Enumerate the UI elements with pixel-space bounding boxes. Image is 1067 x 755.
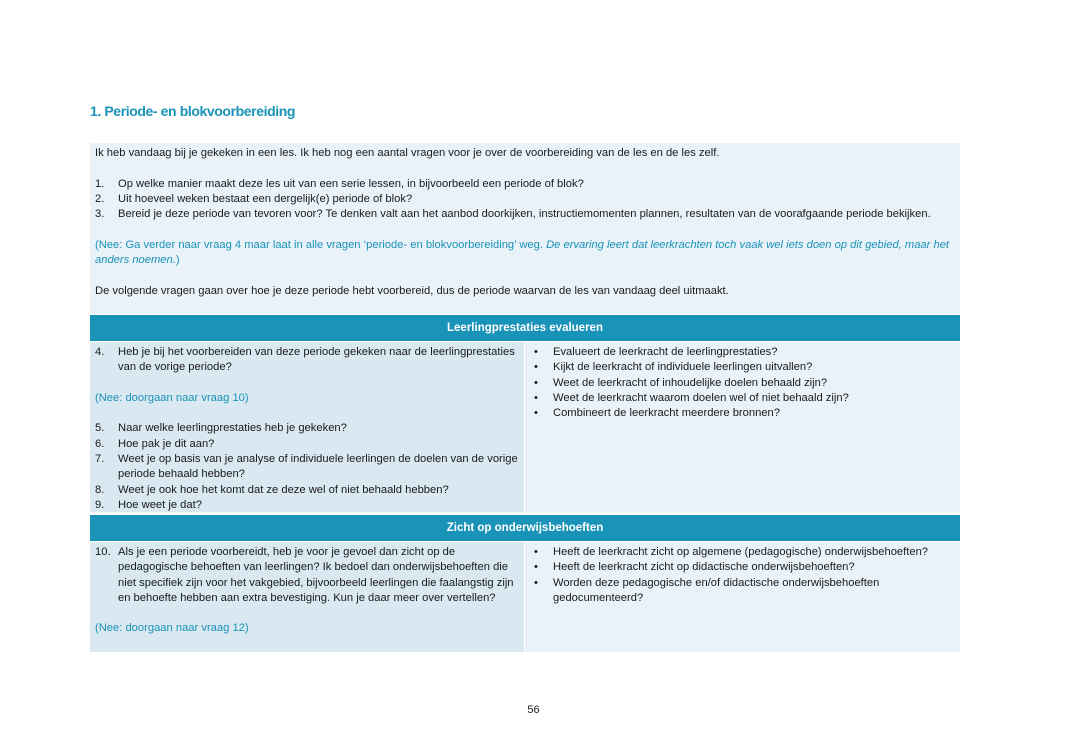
list-item: • Weet de leerkracht of inhoudelijke doelen behaald zijn? [530, 376, 954, 391]
section-heading: 1. Periode- en blokvoorbereiding [90, 103, 296, 119]
section2-questions [90, 542, 524, 652]
list-item: 1. Op welke manier maakt deze les uit van een serie lessen, in bijvoorbeeld een periode of blok? [95, 177, 584, 190]
list-item: 3. Bereid je deze periode van tevoren voor? Te denken valt aan het aanbod doorkijken, instructiemomenten plannen, resultaten van de voorafgaande periode bekijken. [95, 208, 931, 221]
section1-observations [525, 342, 960, 512]
intro-box [90, 143, 960, 314]
list-item: • Weet de leerkracht waarom doelen wel of niet behaald zijn? [530, 391, 954, 406]
list-item: • Combineert de leerkracht meerdere bronnen? [530, 406, 954, 421]
section-title-onderwijsbehoeften: Zicht op onderwijsbehoeften [90, 515, 960, 541]
list-item: • Kijkt de leerkracht of individuele leerlingen uitvallen? [530, 360, 954, 375]
section-title-leerlingprestaties: Leerlingprestaties evalueren [90, 315, 960, 341]
list-item: • Worden deze pedagogische en/of didactische onderwijsbehoeften gedocumenteerd? [530, 576, 954, 607]
section1-note: (Nee: doorgaan naar vraag 10) [95, 391, 249, 404]
section2-note: (Nee: doorgaan naar vraag 12) [95, 622, 249, 635]
list-item: 7. Weet je op basis van je analyse of individuele leerlingen de doelen van de vorige periode behaald hebben? [95, 453, 518, 481]
list-item: 2. Uit hoeveel weken bestaat een dergelijk(e) periode of blok? [95, 192, 413, 205]
list-item: • Heeft de leerkracht zicht op didactische onderwijsbehoeften? [530, 560, 954, 575]
intro-opening: Ik heb vandaag bij je gekeken in een les. Ik heb nog een aantal vragen voor je over de voorbereiding van de les en de les zelf. [95, 147, 720, 159]
section1-questions [90, 342, 524, 512]
intro-closing: De volgende vragen gaan over hoe je deze periode hebt voorbereid, dus de periode waarvan de les van vandaag deel uitmaakt. [95, 284, 729, 297]
list-item: 9. Hoe weet je dat? [95, 498, 202, 511]
section2-observations [525, 542, 960, 652]
list-item: 8. Weet je ook hoe het komt dat ze deze wel of niet behaald hebben? [95, 483, 449, 496]
list-item: 4. Heb je bij het voorbereiden van deze periode gekeken naar de leerlingprestaties van de vorige periode? [95, 346, 515, 374]
intro-question-list [95, 177, 954, 223]
page-number: 56 [527, 704, 540, 716]
list-item: • Heeft de leerkracht zicht op algemene (pedagogische) onderwijsbehoeften? [530, 545, 954, 560]
list-item: 6. Hoe pak je dit aan? [95, 437, 215, 450]
intro-note: (Nee: Ga verder naar vraag 4 maar laat in alle vragen ‘periode- en blokvoorbereiding’ weg. De ervaring leert dat leerkrachten toch vaak wel iets doen op dit gebied, maar het anders noemen.) [95, 238, 950, 267]
list-item: 5. Naar welke leerlingprestaties heb je gekeken? [95, 422, 347, 435]
list-item: • Evalueert de leerkracht de leerlingprestaties? [530, 345, 954, 360]
list-item: 10. Als je een periode voorbereidt, heb je voor je gevoel dan zicht op de pedagogische behoeften van leerlingen? Ik bedoel dan onderwijsbehoeften die niet specifiek zijn voor het vakgebied, bijvoorbeeld leerlingen die faalangstig zijn en behoefte hebben aan extra bevestiging. Kun je daar meer over vertellen? [95, 546, 514, 604]
